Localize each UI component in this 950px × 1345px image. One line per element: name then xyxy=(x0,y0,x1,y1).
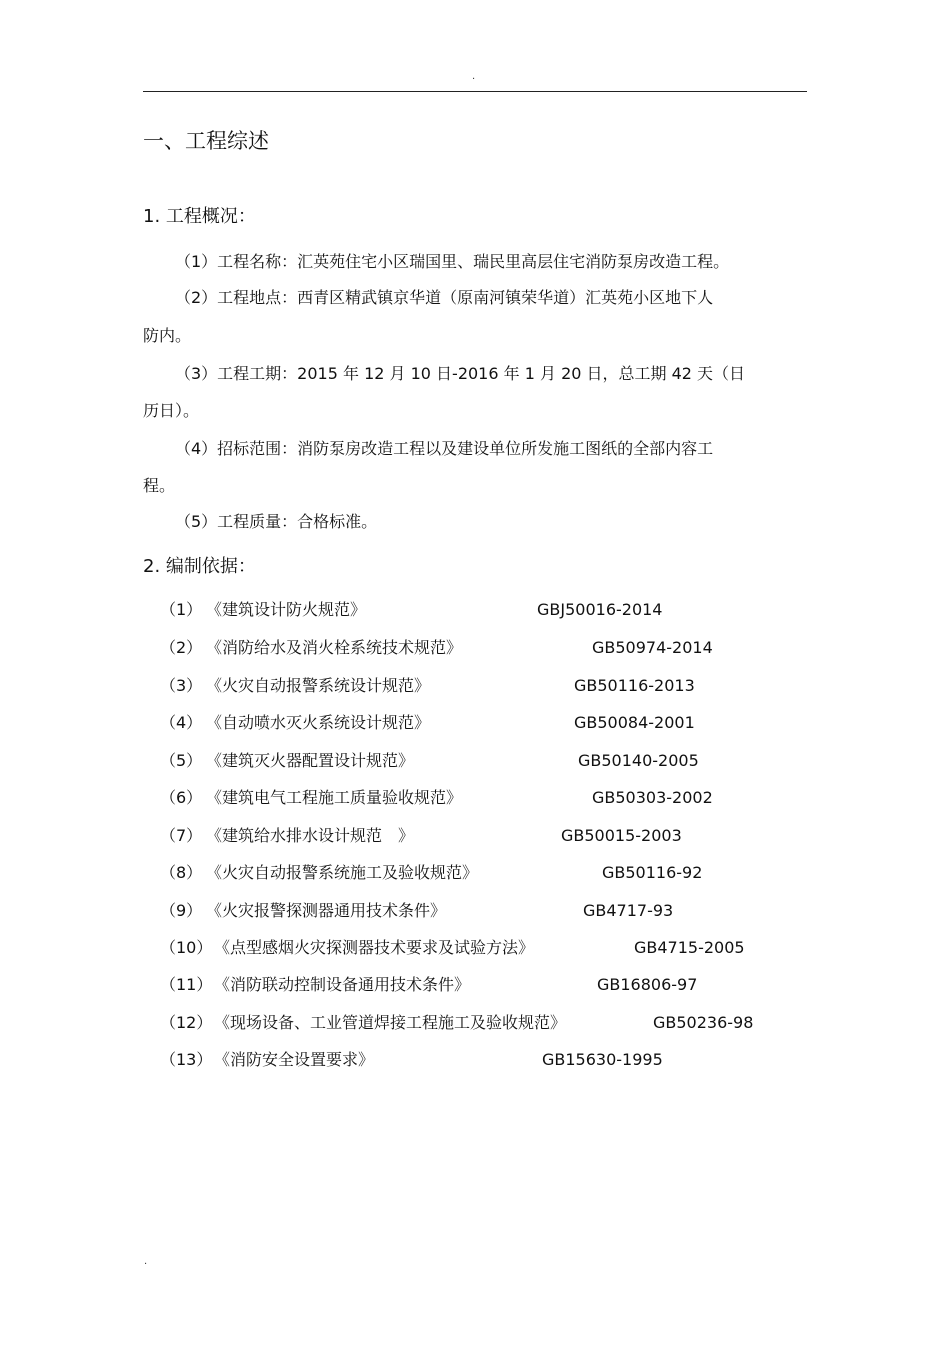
reference-title: 《建筑设计防火规范》 xyxy=(206,600,367,619)
reference-code: GB16806-97 xyxy=(597,975,698,994)
overview-item-3: （3）工程工期：2015 年 12 月 10 日-2016 年 1 月 20 日，总工期 42 天（日 xyxy=(175,364,746,383)
section-title: 一、工程综述 xyxy=(143,129,269,153)
reference-title: 《消防安全设置要求》 xyxy=(214,1050,375,1069)
reference-code: GB50015-2003 xyxy=(561,826,682,845)
footer-dot: . xyxy=(144,1256,148,1267)
reference-title: 《现场设备、工业管道焊接工程施工及验收规范》 xyxy=(214,1013,567,1032)
header-rule xyxy=(143,91,807,92)
reference-code: GB4715-2005 xyxy=(634,938,745,957)
reference-number: （3） xyxy=(160,676,203,695)
reference-code: GB4717-93 xyxy=(583,901,674,920)
reference-number: （10） xyxy=(160,938,213,957)
reference-number: （2） xyxy=(160,638,203,657)
overview-item-2-cont: 防内。 xyxy=(143,326,192,345)
reference-code: GBJ50016-2014 xyxy=(537,600,663,619)
reference-code: GB50236-98 xyxy=(653,1013,754,1032)
reference-number: （8） xyxy=(160,863,203,882)
reference-title: 《消防给水及消火栓系统技术规范》 xyxy=(206,638,463,657)
overview-item-2: （2）工程地点：西青区精武镇京华道（原南河镇荣华道）汇英苑小区地下人 xyxy=(175,288,714,307)
reference-code: GB50116-92 xyxy=(602,863,703,882)
reference-title: 《点型感烟火灾探测器技术要求及试验方法》 xyxy=(214,938,535,957)
reference-number: （9） xyxy=(160,901,203,920)
reference-number: （12） xyxy=(160,1013,213,1032)
reference-code: GB50084-2001 xyxy=(574,713,695,732)
reference-number: （13） xyxy=(160,1050,213,1069)
overview-heading: 1. 工程概况： xyxy=(143,206,256,227)
reference-number: （11） xyxy=(160,975,213,994)
basis-heading: 2. 编制依据： xyxy=(143,556,256,577)
header-dot: . xyxy=(472,71,476,82)
reference-number: （4） xyxy=(160,713,203,732)
reference-title: 《火灾报警探测器通用技术条件》 xyxy=(206,901,447,920)
reference-number: （7） xyxy=(160,826,203,845)
reference-title: 《建筑电气工程施工质量验收规范》 xyxy=(206,788,463,807)
reference-number: （5） xyxy=(160,751,203,770)
reference-code: GB50116-2013 xyxy=(574,676,695,695)
overview-item-1: （1）工程名称：汇英苑住宅小区瑞国里、瑞民里高层住宅消防泵房改造工程。 xyxy=(175,252,730,271)
reference-code: GB50303-2002 xyxy=(592,788,713,807)
overview-item-5: （5）工程质量：合格标准。 xyxy=(175,512,378,531)
overview-item-3-cont: 历日）。 xyxy=(143,401,200,420)
reference-title: 《消防联动控制设备通用技术条件》 xyxy=(214,975,471,994)
reference-title: 《建筑给水排水设计规范 》 xyxy=(206,826,415,845)
reference-number: （1） xyxy=(160,600,203,619)
reference-title: 《火灾自动报警系统设计规范》 xyxy=(206,676,431,695)
reference-code: GB15630-1995 xyxy=(542,1050,663,1069)
reference-title: 《火灾自动报警系统施工及验收规范》 xyxy=(206,863,479,882)
overview-item-4: （4）招标范围：消防泵房改造工程以及建设单位所发施工图纸的全部内容工 xyxy=(175,439,714,458)
reference-number: （6） xyxy=(160,788,203,807)
reference-code: GB50140-2005 xyxy=(578,751,699,770)
reference-title: 《自动喷水灭火系统设计规范》 xyxy=(206,713,431,732)
overview-item-4-cont: 程。 xyxy=(143,476,176,495)
reference-code: GB50974-2014 xyxy=(592,638,713,657)
reference-title: 《建筑灭火器配置设计规范》 xyxy=(206,751,415,770)
